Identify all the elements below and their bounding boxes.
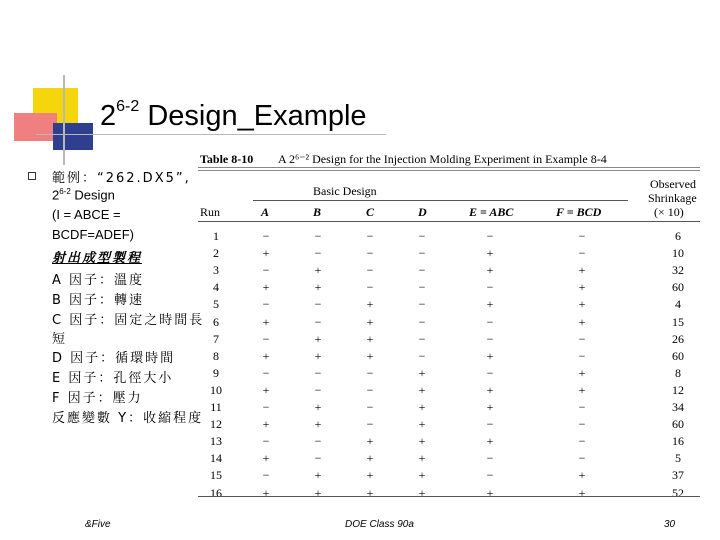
shrinkage-value: 16 [672, 434, 684, 449]
factor-level: − [366, 263, 374, 278]
factor-level: + [486, 485, 494, 500]
factor-level: + [418, 400, 426, 414]
run-number: 12 [210, 417, 222, 432]
factor-level: + [262, 451, 270, 466]
col-run-header: Run [200, 205, 221, 219]
run-number: 14 [210, 451, 222, 466]
run-number: 1 [213, 229, 219, 243]
factor-level: + [486, 246, 494, 261]
factor-level: − [314, 382, 322, 397]
factor-level: − [314, 314, 322, 329]
factor-level: − [366, 365, 374, 380]
defining-relation-line1: (I = ABCE = [52, 207, 121, 222]
footer-center: DOE Class 90a [345, 519, 414, 530]
defining-relation-line2: BCDF=ADEF) [52, 227, 134, 242]
decor-blue-rectangle [53, 123, 93, 150]
observed-heading-3: (× 10) [654, 205, 684, 219]
shrinkage-value: 6 [675, 229, 681, 243]
factor-level: + [366, 451, 374, 466]
factor-level: − [262, 263, 270, 278]
run-number: 9 [213, 365, 219, 380]
run-number: 10 [210, 382, 222, 397]
shrinkage-value: 26 [672, 331, 684, 346]
factor-level: − [486, 331, 494, 346]
factor-level: − [418, 331, 426, 346]
factor-level: − [578, 246, 586, 261]
design-label: 2$^{6-2}$ Design [52, 187, 115, 203]
factor-level: − [578, 348, 586, 363]
shrinkage-value: 4 [675, 297, 681, 312]
slide-number: 30 [664, 519, 676, 530]
bullet-square-icon [28, 172, 36, 180]
factor-level: + [578, 263, 586, 278]
col-a-header: A [261, 205, 270, 219]
factor-f: F 因子：壓力 [52, 391, 143, 406]
table-bottom-rule [198, 496, 700, 497]
factor-level: − [578, 451, 586, 466]
observed-heading-2: Shrinkage [648, 191, 697, 205]
factor-level: + [578, 468, 586, 483]
factor-level: − [418, 314, 426, 329]
shrinkage-value: 8 [675, 365, 681, 380]
run-number: 7 [213, 331, 219, 346]
factor-level: − [262, 365, 270, 380]
col-c-header: C [366, 205, 375, 219]
observed-heading-1: Observed [650, 177, 696, 191]
col-d-header: D [418, 205, 427, 219]
factor-level: − [578, 229, 586, 243]
shrinkage-value: 60 [672, 280, 684, 295]
factor-level: − [366, 246, 374, 261]
factor-c: C 因子：固定之時間長 [52, 313, 205, 328]
factor-level: + [262, 280, 270, 295]
factor-level: + [262, 246, 270, 261]
factor-level: + [262, 382, 270, 397]
shrinkage-value: 15 [672, 314, 684, 329]
factor-level: − [366, 400, 374, 414]
run-number: 4 [213, 280, 219, 295]
factor-level: + [486, 434, 494, 449]
factor-level: + [366, 485, 374, 500]
factor-level: + [578, 365, 586, 380]
shrinkage-value: 60 [672, 348, 684, 363]
shrinkage-value: 5 [675, 451, 681, 466]
factor-level: − [262, 229, 270, 243]
shrinkage-value: 34 [672, 400, 684, 414]
basic-design-rule [253, 200, 628, 201]
factor-level: − [486, 468, 494, 483]
table-header-rule [198, 221, 700, 222]
factor-level: − [578, 400, 586, 414]
shrinkage-value: 32 [672, 263, 684, 278]
factor-level: + [366, 468, 374, 483]
factor-level: + [314, 417, 322, 432]
col-f-header: F = BCD [556, 205, 602, 219]
factor-d: D 因子：循環時間 [52, 351, 176, 366]
factor-level: − [314, 229, 322, 243]
run-number: 5 [213, 297, 219, 312]
shrinkage-value: 60 [672, 417, 684, 432]
factor-level: + [314, 263, 322, 278]
factor-level: + [486, 348, 494, 363]
example-label: 範例：“262.DX5”, [52, 171, 191, 186]
factor-b: B 因子：轉速 [52, 293, 145, 308]
factor-level: − [418, 229, 426, 243]
run-number: 13 [210, 434, 222, 449]
factor-level: − [366, 382, 374, 397]
factor-level: − [418, 348, 426, 363]
factor-level: + [418, 417, 426, 432]
factor-level: + [418, 382, 426, 397]
factor-level: − [486, 314, 494, 329]
footer-left: &Five [85, 519, 111, 530]
run-number: 11 [210, 400, 222, 414]
factor-level: + [418, 451, 426, 466]
factor-level: + [486, 400, 494, 414]
factor-level: − [262, 297, 270, 312]
factor-level: + [262, 348, 270, 363]
factor-level: + [366, 434, 374, 449]
factor-level: − [366, 280, 374, 295]
factor-level: − [578, 434, 586, 449]
factor-a: A 因子：溫度 [52, 273, 145, 288]
factor-level: + [418, 434, 426, 449]
shrinkage-value: 12 [672, 382, 684, 397]
factor-level: − [314, 297, 322, 312]
run-number: 15 [210, 468, 222, 483]
factor-level: + [418, 485, 426, 500]
factor-level: − [314, 365, 322, 380]
run-number: 6 [213, 314, 219, 329]
shrinkage-value: 52 [672, 485, 684, 500]
factor-level: + [262, 417, 270, 432]
basic-design-heading: Basic Design [313, 184, 377, 198]
factor-level: − [578, 331, 586, 346]
factor-level: − [418, 280, 426, 295]
factor-level: + [578, 297, 586, 312]
factor-level: + [418, 468, 426, 483]
shrinkage-value: 10 [672, 246, 684, 261]
table-rule-top2 [198, 170, 700, 171]
col-b-header: B [313, 205, 322, 219]
decor-vertical-line [63, 75, 65, 165]
shrinkage-value: 37 [672, 468, 684, 483]
factor-e: E 因子：孔徑大小 [52, 371, 174, 386]
factor-level: − [262, 434, 270, 449]
factor-level: − [262, 400, 270, 414]
factor-level: − [314, 434, 322, 449]
factor-level: − [486, 280, 494, 295]
factor-level: + [578, 314, 586, 329]
factor-level: + [366, 348, 374, 363]
factor-level: + [314, 468, 322, 483]
factor-level: + [366, 297, 374, 312]
factor-level: + [366, 314, 374, 329]
table-caption-label: Table 8-10 [200, 152, 254, 166]
factor-level: − [366, 229, 374, 243]
factor-level: − [418, 263, 426, 278]
factor-level: + [314, 348, 322, 363]
factor-level: + [262, 485, 270, 500]
factor-level: − [418, 297, 426, 312]
factor-level: + [486, 297, 494, 312]
factor-level: + [486, 382, 494, 397]
factor-level: − [314, 246, 322, 261]
factor-level: − [486, 451, 494, 466]
factor-level: + [314, 280, 322, 295]
factor-level: + [314, 331, 322, 346]
factor-level: + [262, 314, 270, 329]
factor-level: + [314, 400, 322, 414]
run-number: 3 [213, 263, 219, 278]
factor-level: + [366, 331, 374, 346]
design-table [198, 150, 700, 500]
factor-level: − [486, 365, 494, 380]
factor-level: − [262, 468, 270, 483]
process-subtitle: 射出成型製程 [52, 251, 143, 266]
factor-level: + [578, 382, 586, 397]
run-number: 16 [210, 485, 222, 500]
factor-level: − [314, 451, 322, 466]
factor-level: − [262, 331, 270, 346]
decor-title-underline [36, 134, 386, 135]
factor-level: + [578, 280, 586, 295]
decor-red-rectangle [14, 113, 57, 141]
col-e-header: E = ABC [469, 205, 514, 219]
factor-level: + [314, 485, 322, 500]
table-rule-top [198, 167, 700, 168]
factor-level: − [418, 246, 426, 261]
table-caption-text: A 2⁶⁻² Design for the Injection Molding Experiment in Example 8-4 [278, 152, 607, 166]
factor-level: − [486, 417, 494, 432]
slide-title: 2$^{6-2}$ Design_Example [100, 98, 367, 132]
factor-c-cont: 短 [52, 332, 68, 347]
factor-level: + [578, 485, 586, 500]
factor-level: − [486, 229, 494, 243]
factor-level: − [366, 417, 374, 432]
run-number: 2 [213, 246, 219, 261]
run-number: 8 [213, 348, 219, 363]
response-variable: 反應變數 Y：收縮程度 [52, 411, 204, 426]
factor-level: + [418, 365, 426, 380]
factor-level: + [486, 263, 494, 278]
factor-level: − [578, 417, 586, 432]
